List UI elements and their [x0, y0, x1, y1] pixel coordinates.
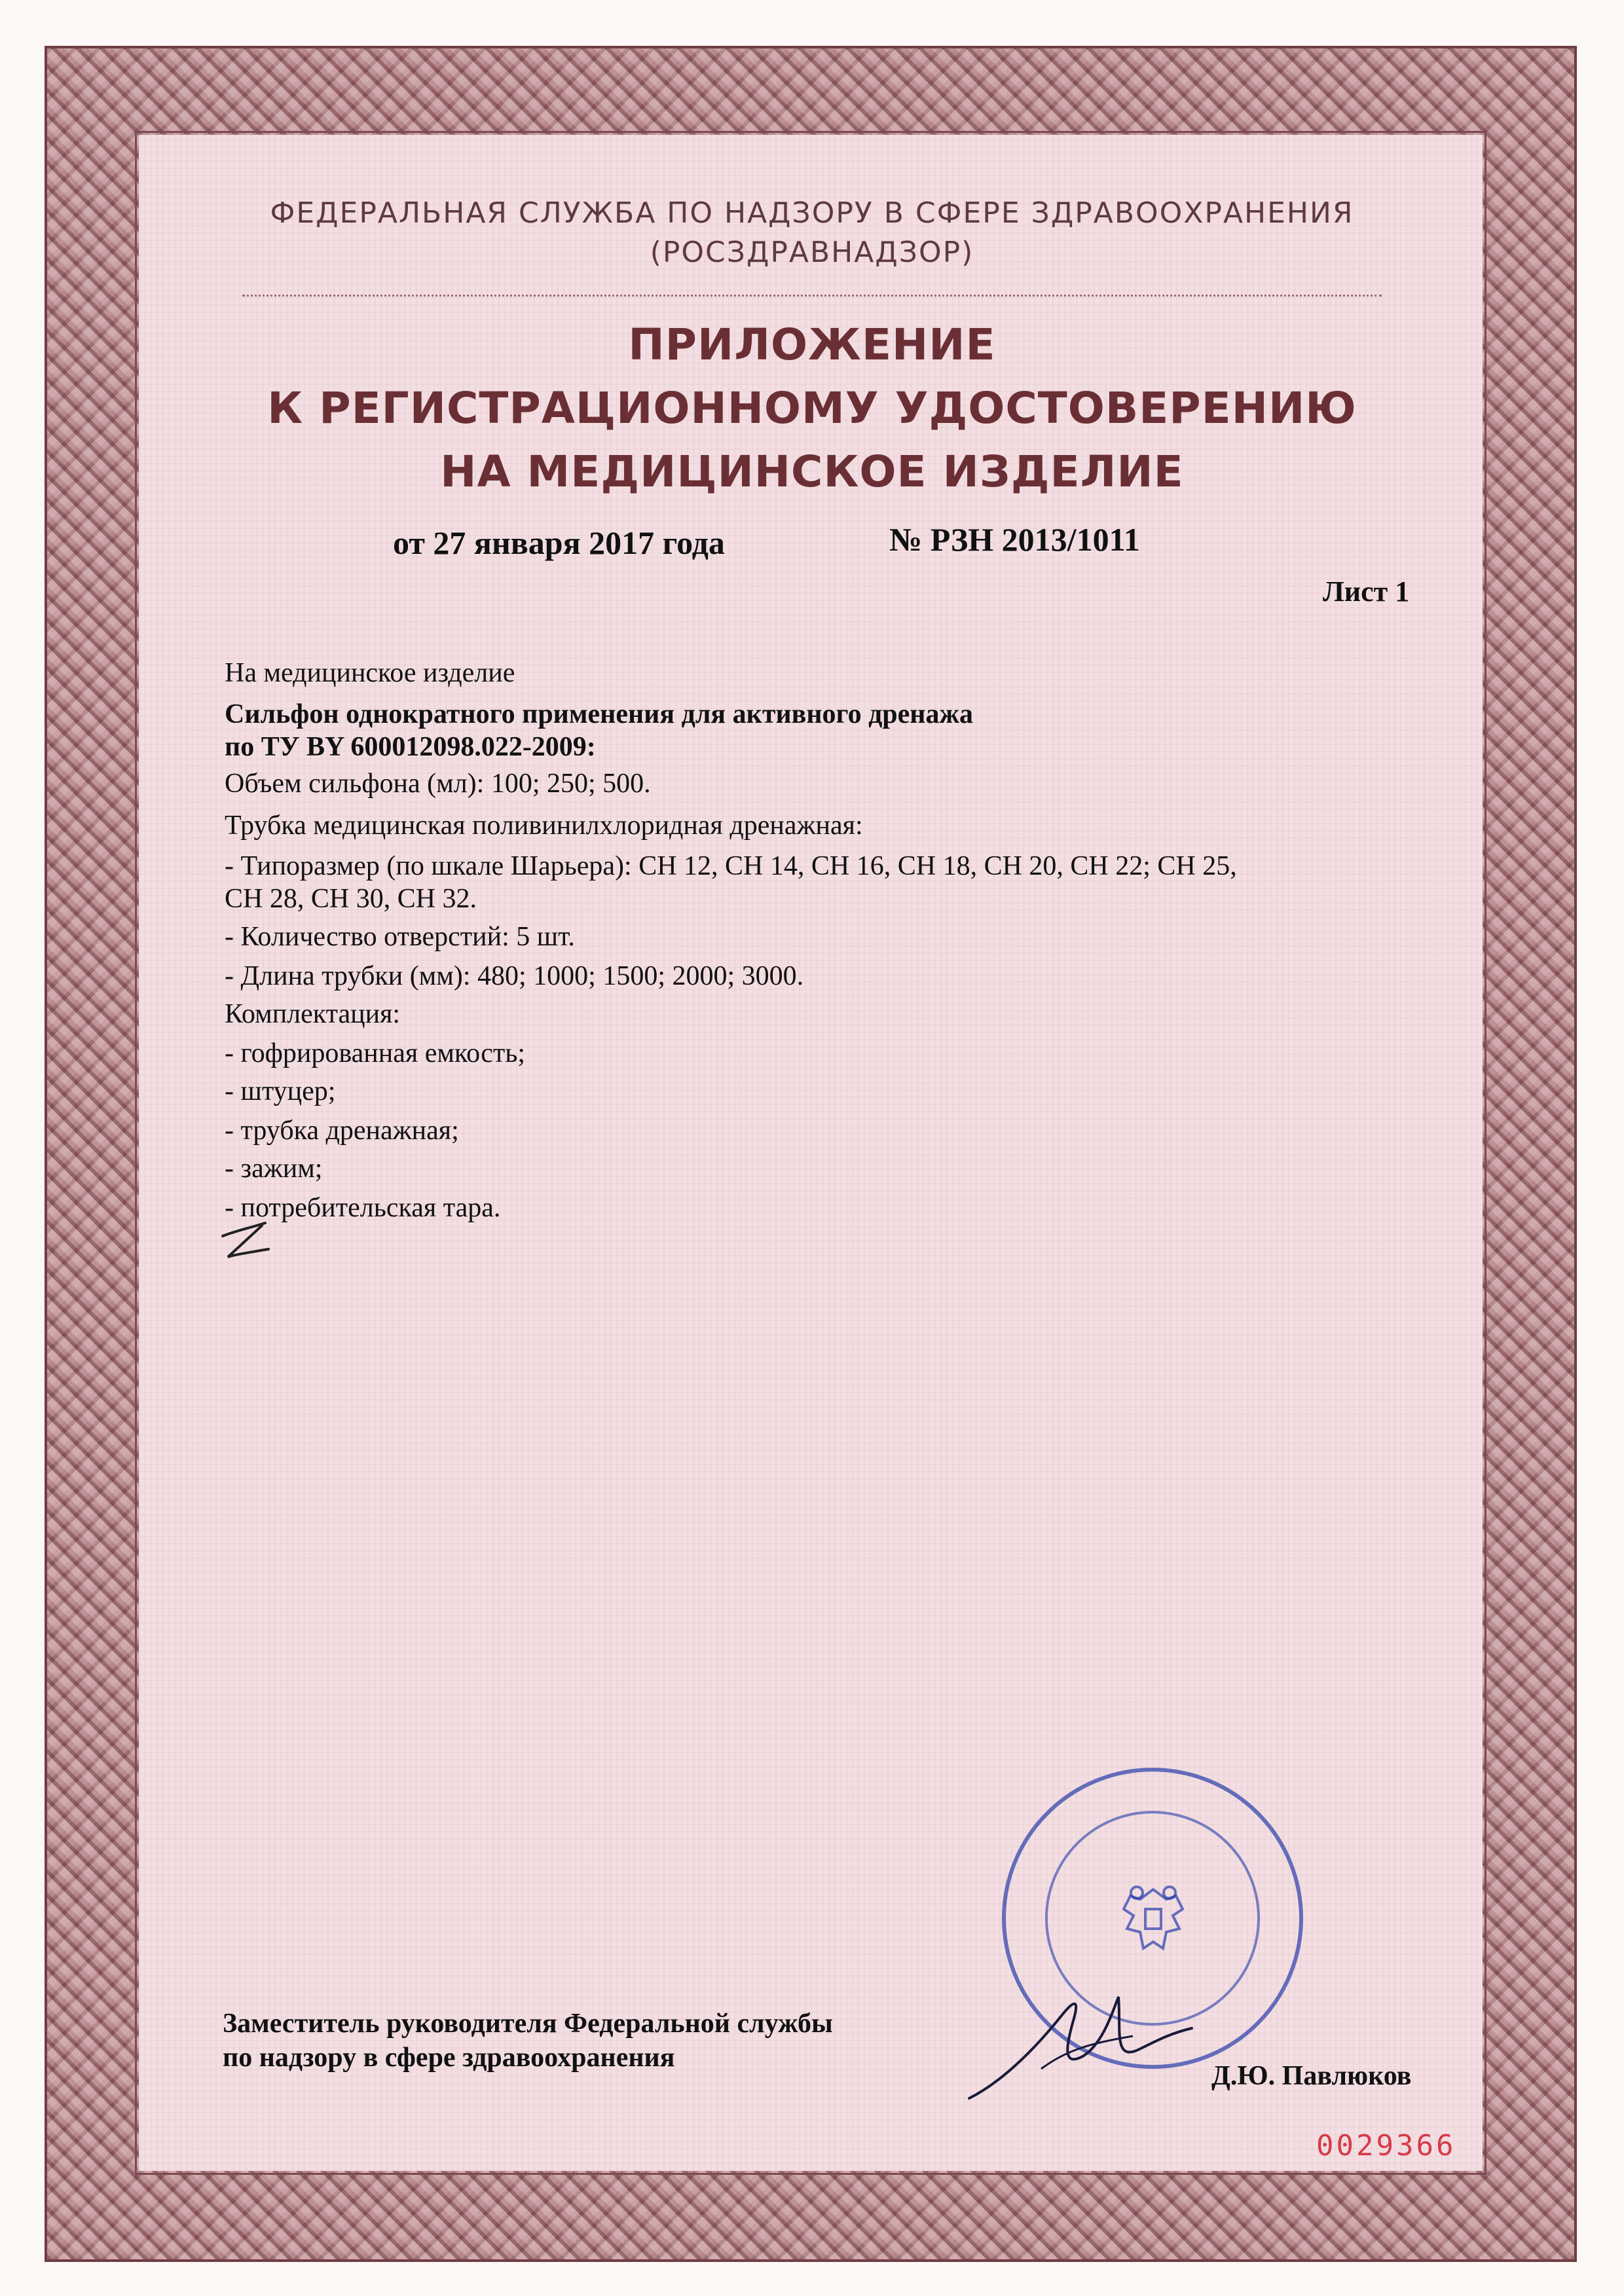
body-line: - потребительская тара.	[225, 1193, 501, 1223]
body-line: - Длина трубки (мм): 480; 1000; 1500; 2000; 3000.	[225, 961, 804, 991]
body-line: - Типоразмер (по шкале Шарьера): СН 12, СН 14, СН 16, СН 18, СН 20, СН 22; СН 25,	[225, 851, 1237, 881]
product-name-line1: Сильфон однократного применения для активного дренажа	[225, 699, 973, 729]
double-eagle-emblem-icon	[1104, 1870, 1202, 1968]
agency-name-line2: (РОСЗДРАВНАДЗОР)	[650, 236, 974, 269]
header-divider	[242, 295, 1382, 297]
body-line: Комплектация:	[225, 999, 401, 1029]
title-line3: НА МЕДИЦИНСКОЕ ИЗДЕЛИЕ	[440, 446, 1184, 497]
body-line: - штуцер;	[225, 1076, 336, 1106]
registration-number: № РЗН 2013/1011	[889, 521, 1140, 558]
body-line: - зажим;	[225, 1154, 323, 1184]
title-line2: К РЕГИСТРАЦИОННОМУ УДОСТОВЕРЕНИЮ	[267, 383, 1357, 433]
signatory-position-line1: Заместитель руководителя Федеральной службы	[223, 2009, 833, 2039]
product-name-line2: по ТУ BY 600012098.022-2009:	[225, 732, 596, 762]
body-line: - гофрированная емкость;	[225, 1038, 526, 1068]
agency-name-line1: ФЕДЕРАЛЬНАЯ СЛУЖБА ПО НАДЗОРУ В СФЕРЕ ЗДРАВООХРАНЕНИЯ	[270, 196, 1354, 230]
handwritten-mark-icon	[216, 1216, 275, 1269]
body-line: СН 28, СН 30, СН 32.	[225, 884, 477, 914]
body-line: - Количество отверстий: 5 шт.	[225, 922, 575, 952]
body-line: - трубка дренажная;	[225, 1116, 459, 1146]
title-line1: ПРИЛОЖЕНИЕ	[628, 319, 996, 370]
handwritten-signature-icon	[963, 1971, 1198, 2108]
signatory-position-line2: по надзору в сфере здравоохранения	[223, 2043, 675, 2073]
sheet-number: Лист 1	[1323, 575, 1410, 608]
issue-date: от 27 января 2017 года	[393, 524, 725, 561]
signatory-name: Д.Ю. Павлюков	[1211, 2061, 1412, 2091]
intro-text: На медицинское изделие	[225, 658, 515, 688]
body-line: Объем сильфона (мл): 100; 250; 500.	[225, 769, 651, 799]
body-line: Трубка медицинская поливинилхлоридная дренажная:	[225, 811, 863, 841]
serial-number: 0029366	[1316, 2129, 1456, 2162]
